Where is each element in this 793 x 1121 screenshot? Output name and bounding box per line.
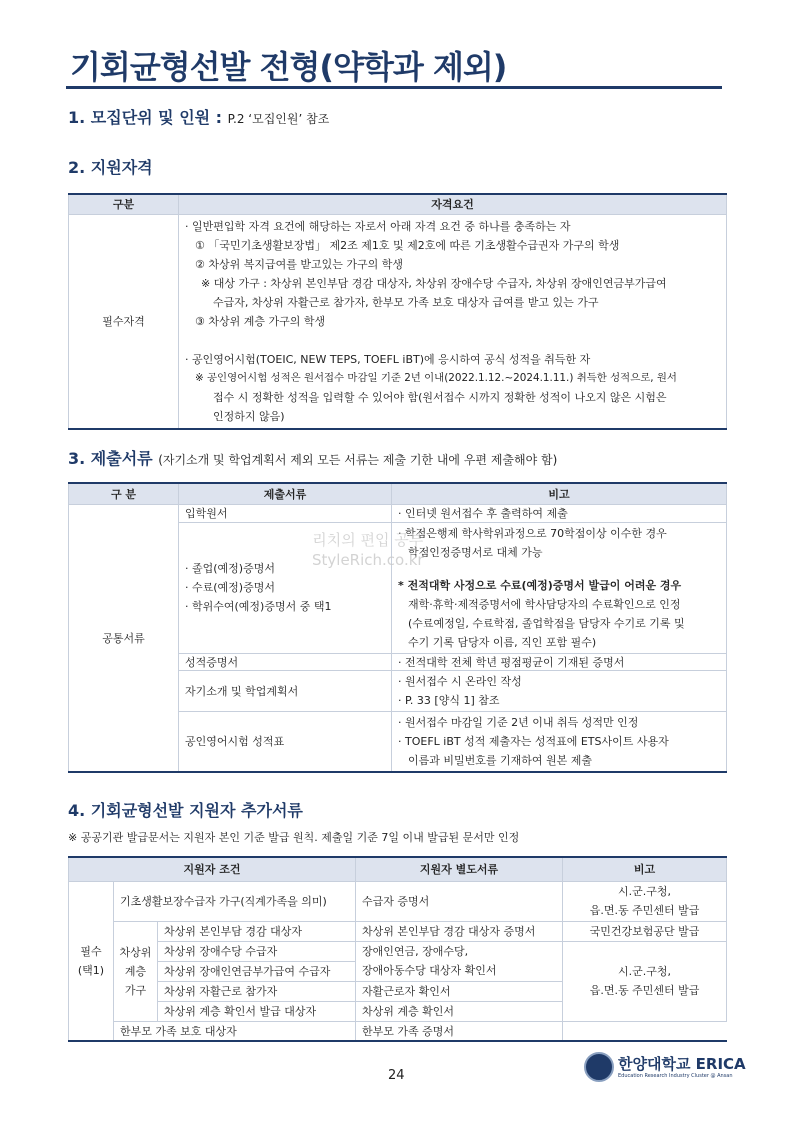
document-remark: · TOEFL iBT 성적 제출자는 성적표에 ETS사이트 사용자: [398, 734, 669, 748]
header-remarks: 비고: [392, 483, 727, 504]
document-remark-group: [392, 670, 727, 711]
requirement-line: 인정하지 않음): [213, 409, 285, 423]
title-divider: [66, 86, 722, 89]
section-3-heading: [68, 446, 557, 469]
doc-cell: 차상위 본인부담 경감 대상자 증명서: [356, 921, 563, 941]
document-remark-group: [392, 711, 727, 772]
doc-line: 장애인연금, 장애수당,: [362, 945, 469, 958]
section-1-title: 1. 모집단위 및 인원 :: [68, 108, 223, 127]
section-3-note: (자기소개 및 학업계획서 제외 모든 서류는 제출 기한 내에 우편 제출해야 함): [158, 453, 558, 467]
header-condition: 지원자 조건: [69, 857, 356, 881]
remark-line: 시.군.구청,: [618, 965, 672, 978]
section-1-note: P.2 ‘모집인원’ 참조: [227, 112, 330, 126]
doc-cell: 차상위 계층 확인서: [356, 1001, 563, 1021]
document-remark: · 원서접수 마감일 기준 2년 이내 취득 성적만 인정: [398, 715, 639, 729]
condition-cell: 차상위 자활근로 참가자: [158, 981, 356, 1001]
university-emblem-icon: [584, 1052, 614, 1082]
document-remark: 이름과 비밀번호를 기재하여 원본 제출: [408, 753, 593, 767]
document-name: · 졸업(예정)증명서: [185, 562, 275, 575]
requirement-line: · 일반편입학 자격 요건에 해당하는 자로서 아래 자격 요건 중 하나를 충족하는 자: [185, 219, 571, 233]
header-remarks: 비고: [563, 857, 727, 881]
document-remark: · P. 33 [양식 1] 참조: [398, 693, 500, 707]
university-logo: [584, 1052, 746, 1084]
header-category: 구 분: [69, 483, 179, 504]
remark-line: 읍.면.동 주민센터 발급: [589, 984, 700, 997]
watermark: [312, 530, 424, 570]
doc-cell: 자활근로자 확인서: [356, 981, 563, 1001]
condition-cell: 차상위 본인부담 경감 대상자: [158, 921, 356, 941]
document-remark: · 학점은행제 학사학위과정으로 70학점이상 이수한 경우: [398, 526, 667, 540]
doc-single-parent: 한부모 가족 증명서: [356, 1021, 563, 1041]
logo-tagline: Education Research Industry Cluster @ Ansan: [618, 1073, 733, 1079]
document-remark: · 원서접수 시 온라인 작성: [398, 674, 522, 688]
group-label-line: 가구: [124, 983, 147, 997]
section-3-title: 3. 제출서류: [68, 449, 153, 468]
page-number: 24: [388, 1068, 405, 1083]
header-category: 구분: [69, 194, 179, 214]
remark-line: 읍.면.동 주민센터 발급: [589, 904, 700, 917]
header-requirement: 자격요건: [179, 194, 727, 214]
doc-disability-group: [356, 941, 563, 981]
requirement-cell: [179, 214, 727, 429]
document-remark: 재학·휴학·제적증명서에 학사담당자의 수료확인으로 인정: [408, 597, 681, 611]
watermark-line: StyleRich.co.kr: [312, 551, 424, 569]
section-1-heading: [68, 105, 329, 128]
documents-table: [68, 482, 727, 773]
document-name: 성적증명서: [179, 653, 392, 670]
document-remark-group: [392, 522, 727, 653]
remark-cell: 국민건강보험공단 발급: [563, 921, 727, 941]
additional-documents-table: [68, 856, 727, 1042]
doc-line: 장애아동수당 대상자 확인서: [362, 964, 497, 977]
condition-basic-livelihood: 기초생활보장수급자 가구(직계가족을 의미): [114, 881, 356, 921]
doc-basic-livelihood: 수급자 증명서: [356, 881, 563, 921]
requirement-line: ① 「국민기초생활보장법」 제2조 제1호 및 제2호에 따른 기초생활수급권자 가구의 학생: [195, 238, 620, 252]
header-documents: 제출서류: [179, 483, 392, 504]
section-4-note: ※ 공공기관 발급문서는 지원자 본인 기준 발급 원칙. 제출일 기준 7일 이내 발급된 문서만 인정: [68, 831, 520, 844]
document-remark: 학점인정증명서로 대체 가능: [408, 545, 543, 559]
requirement-line: ③ 차상위 계층 가구의 학생: [195, 314, 326, 328]
document-name: 공인영어시험 성적표: [179, 711, 392, 772]
document-remark-emphasis: * 전적대학 사정으로 수료(예정)증명서 발급이 어려운 경우: [398, 578, 682, 592]
remark-line: 시.군.구청,: [618, 885, 672, 898]
requirement-line: 수급자, 차상위 자활근로 참가자, 한부모 가족 보호 대상자 급여를 받고 있는 가구: [213, 295, 599, 309]
group-label-line: 계층: [124, 964, 147, 978]
condition-cell: 차상위 장애수당 수급자: [158, 941, 356, 961]
document-remark: · 전적대학 전체 학년 평점평균이 기재된 증명서: [392, 653, 727, 670]
qualification-table: [68, 193, 727, 430]
document-remark: · 인터넷 원서접수 후 출력하여 제출: [392, 504, 727, 522]
header-extra-documents: 지원자 별도서류: [356, 857, 563, 881]
group-label-line: 차상위: [119, 945, 152, 959]
remark-local-office: [563, 941, 727, 1021]
requirement-line: [185, 331, 720, 350]
section-4-heading: 4. 기회균형선발 지원자 추가서류: [68, 801, 303, 820]
condition-cell: 차상위 계층 확인서 발급 대상자: [158, 1001, 356, 1021]
logo-name: 한양대학교 ERICA: [618, 1055, 746, 1073]
condition-single-parent: 한부모 가족 보호 대상자: [114, 1021, 356, 1041]
requirement-line: ※ 공인영어시험 성적은 원서접수 마감일 기준 2년 이내(2022.1.12.~2024.1.11.) 취득한 성적으로, 원서: [195, 371, 677, 384]
requirement-line: 접수 시 정확한 성적을 입력할 수 있어야 함(원서접수 시까지 정확한 성적이 나오지 않은 시험은: [213, 390, 667, 404]
required-label: 필수: [80, 944, 102, 958]
row-label-common: 공통서류: [69, 504, 179, 772]
requirement-line: · 공인영어시험(TOEIC, NEW TEPS, TOEFL iBT)에 응시하여 공식 성적을 취득한 자: [185, 352, 591, 366]
required-choose-one: [69, 881, 114, 1041]
row-label-required: 필수자격: [69, 214, 179, 429]
section-2-heading: 2. 지원자격: [68, 158, 153, 177]
choose-one-label: (택1): [77, 963, 105, 977]
condition-cell: 차상위 장애인연금부가급여 수급자: [158, 961, 356, 981]
document-name: 입학원서: [179, 504, 392, 522]
watermark-line: 리치의 편입 공부: [312, 531, 424, 549]
document-name: · 수료(예정)증명서: [185, 581, 275, 594]
near-poverty-group: [114, 921, 158, 1021]
requirement-line: ※ 대상 가구 : 차상위 본인부담 경감 대상자, 차상위 장애수당 수급자, 차상위 장애인연금부가급여: [201, 276, 667, 290]
requirement-line: ② 차상위 복지급여를 받고있는 가구의 학생: [195, 257, 403, 271]
page-title: 기회균형선발 전형(약학과 제외): [70, 48, 507, 86]
document-name: · 학위수여(예정)증명서 중 택1: [185, 600, 332, 613]
remark-basic-livelihood: [563, 881, 727, 921]
document-remark: (수료예정일, 수료학점, 졸업학점을 담당자 수기로 기록 및: [408, 616, 685, 630]
document-remark: 수기 기록 담당자 이름, 직인 포함 필수): [408, 635, 597, 649]
document-name: 자기소개 및 학업계획서: [179, 670, 392, 711]
